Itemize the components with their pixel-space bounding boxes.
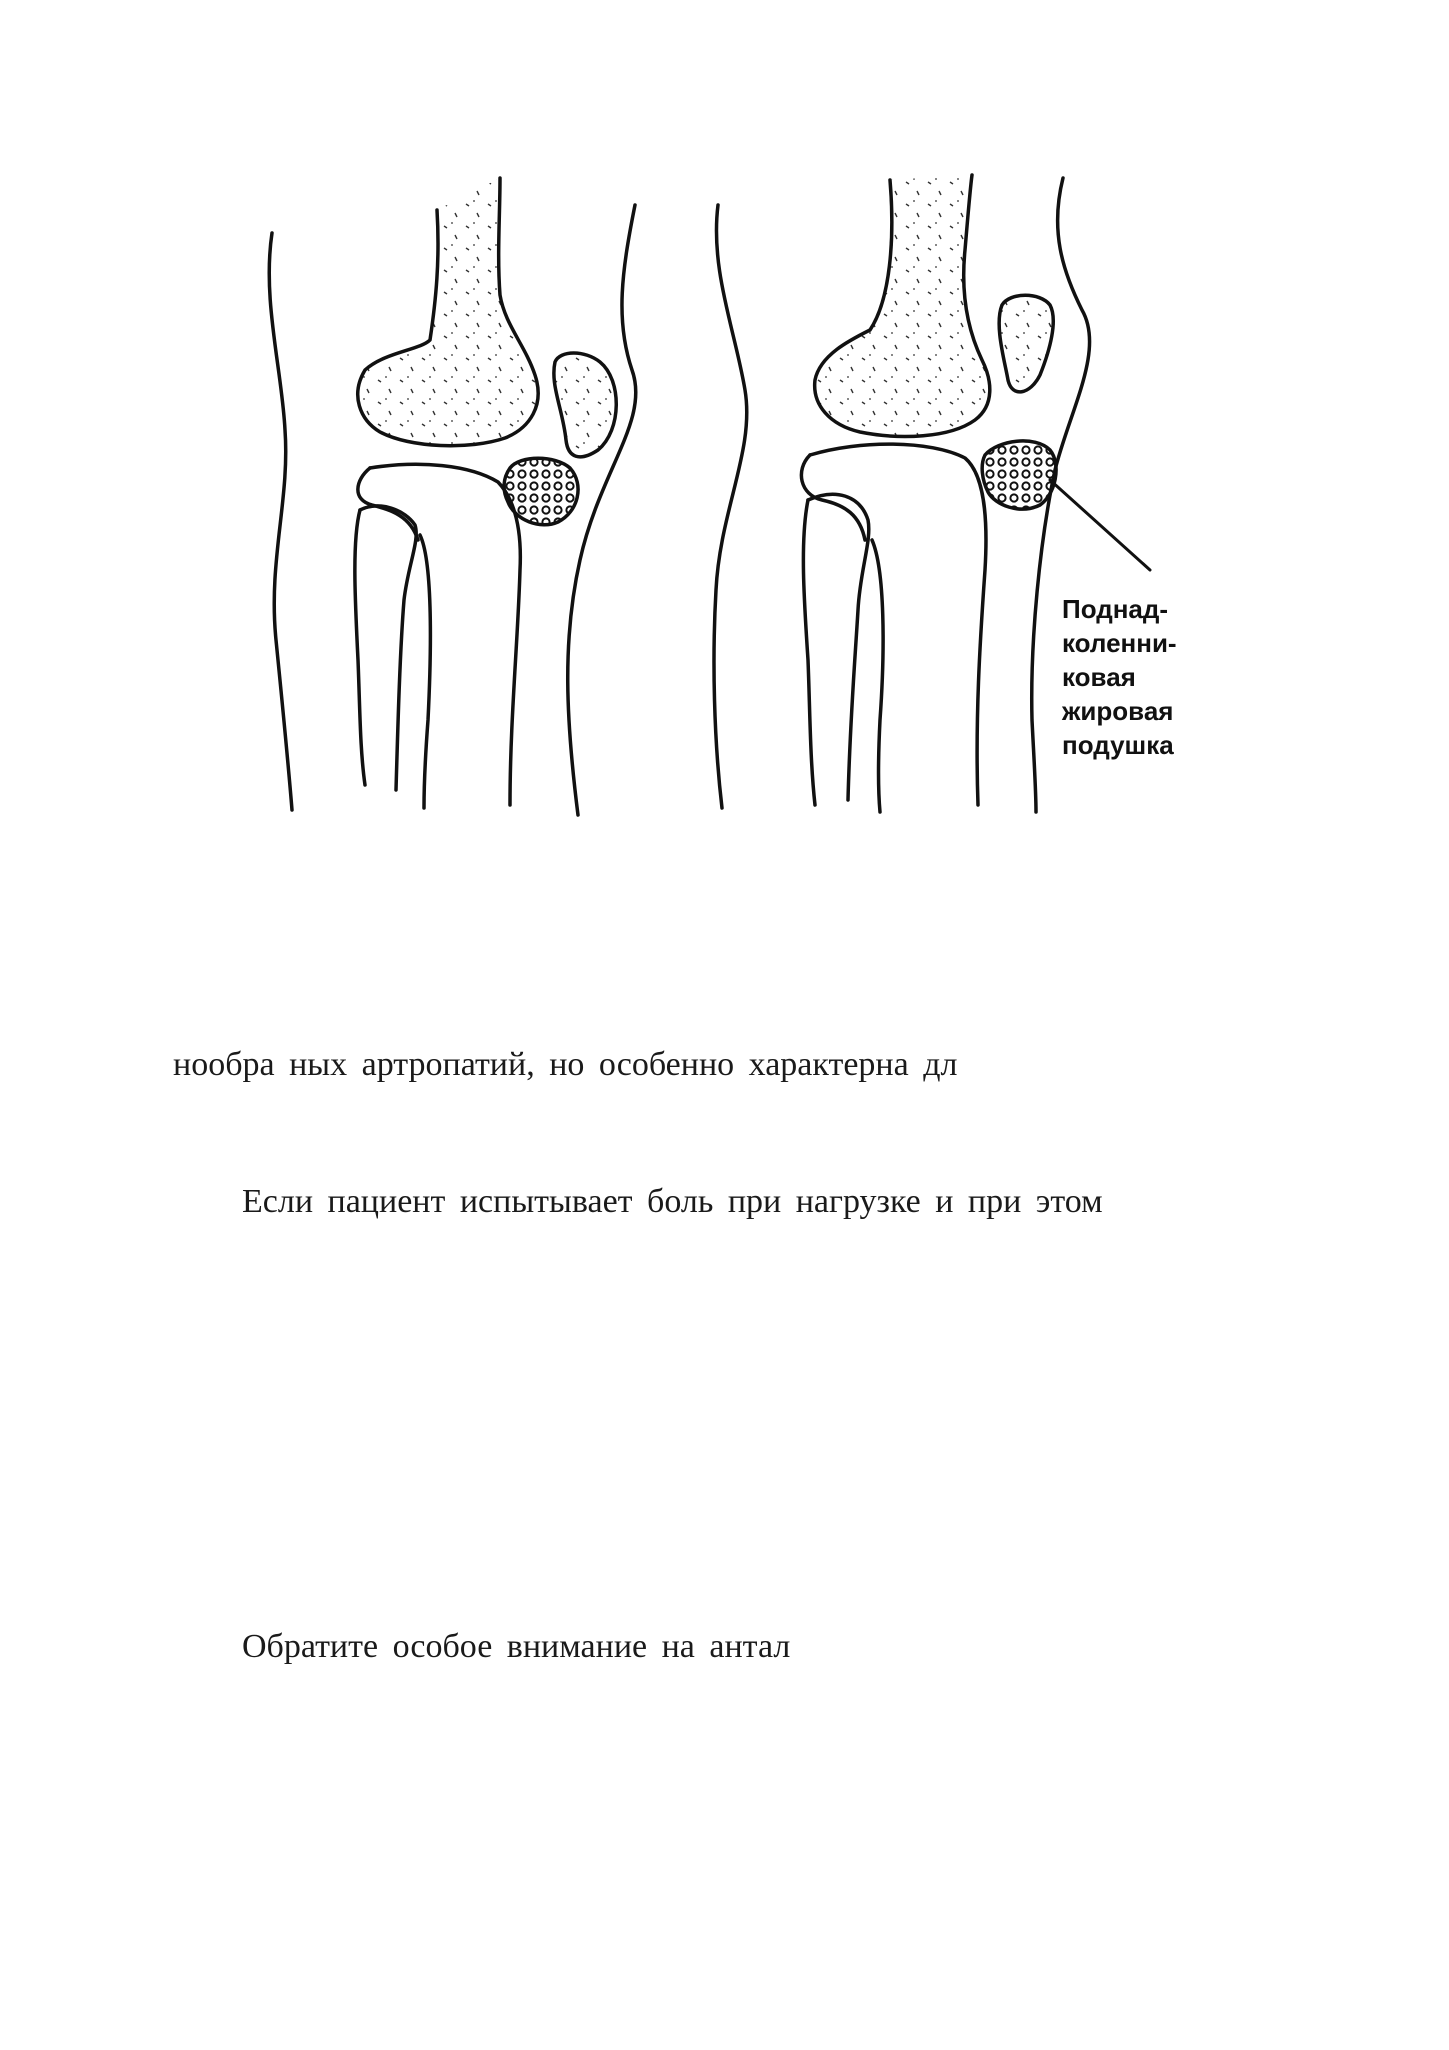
body-text-line: нообра ных артропатий, но особенно характерна дл [173, 1046, 958, 1083]
label-line: жировая [1062, 696, 1174, 726]
left-knee [269, 178, 636, 815]
body-text-line: Обратите особое внимание на антал [242, 1628, 791, 1665]
label-line: Поднад- [1062, 594, 1169, 624]
label-line: коленни- [1062, 628, 1177, 658]
body-text-line: Если пациент испытывает боль при нагрузке и при этом [242, 1183, 1103, 1220]
knee-diagram-figure [0, 0, 1449, 860]
label-line: подушка [1062, 730, 1174, 760]
fat-pad-label [1062, 592, 1252, 762]
label-line: ковая [1062, 662, 1136, 692]
